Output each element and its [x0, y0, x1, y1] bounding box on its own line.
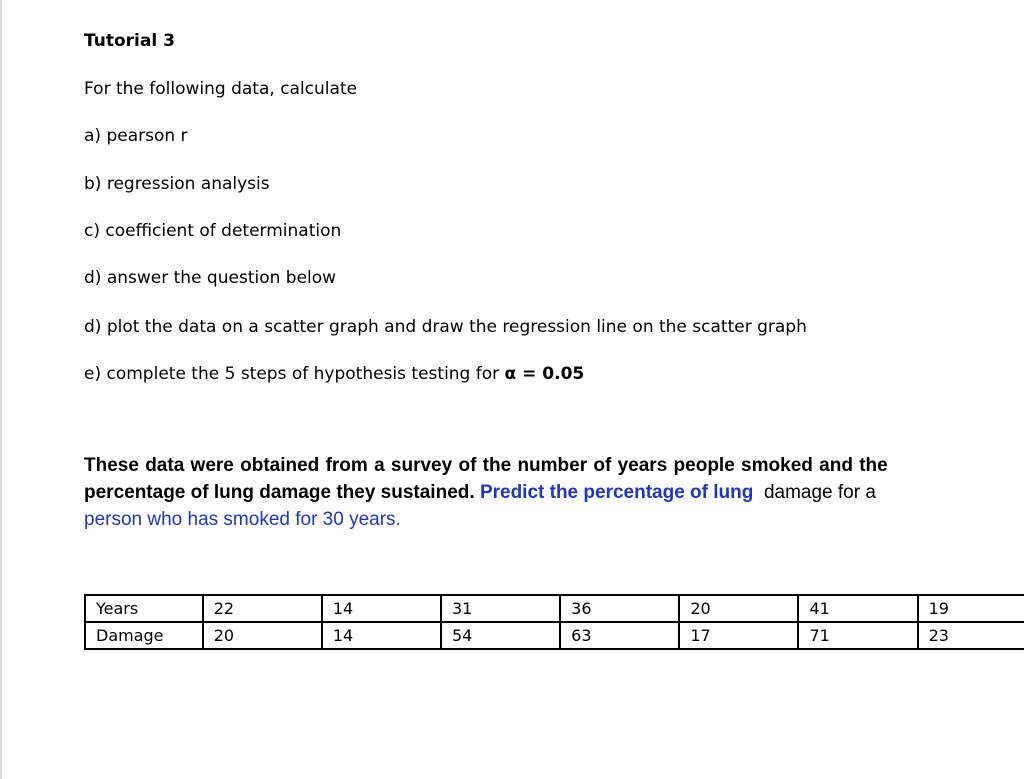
- problem-line-2-plain: damage for a: [763, 482, 876, 503]
- page-title: Tutorial 3: [84, 31, 175, 51]
- table-row-damage: [85, 622, 1024, 649]
- table-cell: 41: [798, 595, 917, 622]
- problem-line-2: [84, 479, 1014, 506]
- intro-text: For the following data, calculate: [84, 79, 358, 99]
- data-table: [84, 594, 1024, 650]
- alpha-value: α = 0.05: [504, 364, 585, 384]
- table-cell: 19: [918, 595, 1024, 622]
- task-c: c) coefficient of determination: [84, 221, 342, 241]
- task-d-question: d) answer the question below: [84, 268, 337, 288]
- table-cell: 20: [679, 595, 798, 622]
- table-cell: 14: [322, 622, 441, 649]
- problem-prediction: Predict the percentage of lung: [479, 482, 754, 503]
- table-cell: 23: [918, 622, 1024, 649]
- problem-line-3: person who has smoked for 30 years.: [84, 509, 401, 530]
- task-e: [84, 364, 584, 384]
- task-a: a) pearson r: [84, 126, 188, 146]
- page-edge: [0, 0, 2, 779]
- table-cell: 31: [441, 595, 560, 622]
- table-cell: 20: [203, 622, 322, 649]
- task-d-plot: d) plot the data on a scatter graph and draw the regression line on the scatter graph: [84, 317, 807, 337]
- table-cell: 17: [679, 622, 798, 649]
- table-row-years: [85, 595, 1024, 622]
- problem-line-1: These data were obtained from a survey of the number of years people smoked and the: [84, 455, 888, 476]
- table-cell: 14: [322, 595, 441, 622]
- table-cell: 54: [441, 622, 560, 649]
- task-e-text: e) complete the 5 steps of hypothesis testing for: [84, 364, 505, 384]
- table-cell: 71: [798, 622, 917, 649]
- task-b: b) regression analysis: [84, 174, 270, 194]
- table-cell: 22: [203, 595, 322, 622]
- row-label: Years: [85, 595, 203, 622]
- row-label: Damage: [85, 622, 203, 649]
- table-cell: 63: [560, 622, 679, 649]
- table-cell: 36: [560, 595, 679, 622]
- problem-line-2-bold: percentage of lung damage they sustained.: [84, 482, 475, 503]
- problem-statement: [84, 452, 1014, 533]
